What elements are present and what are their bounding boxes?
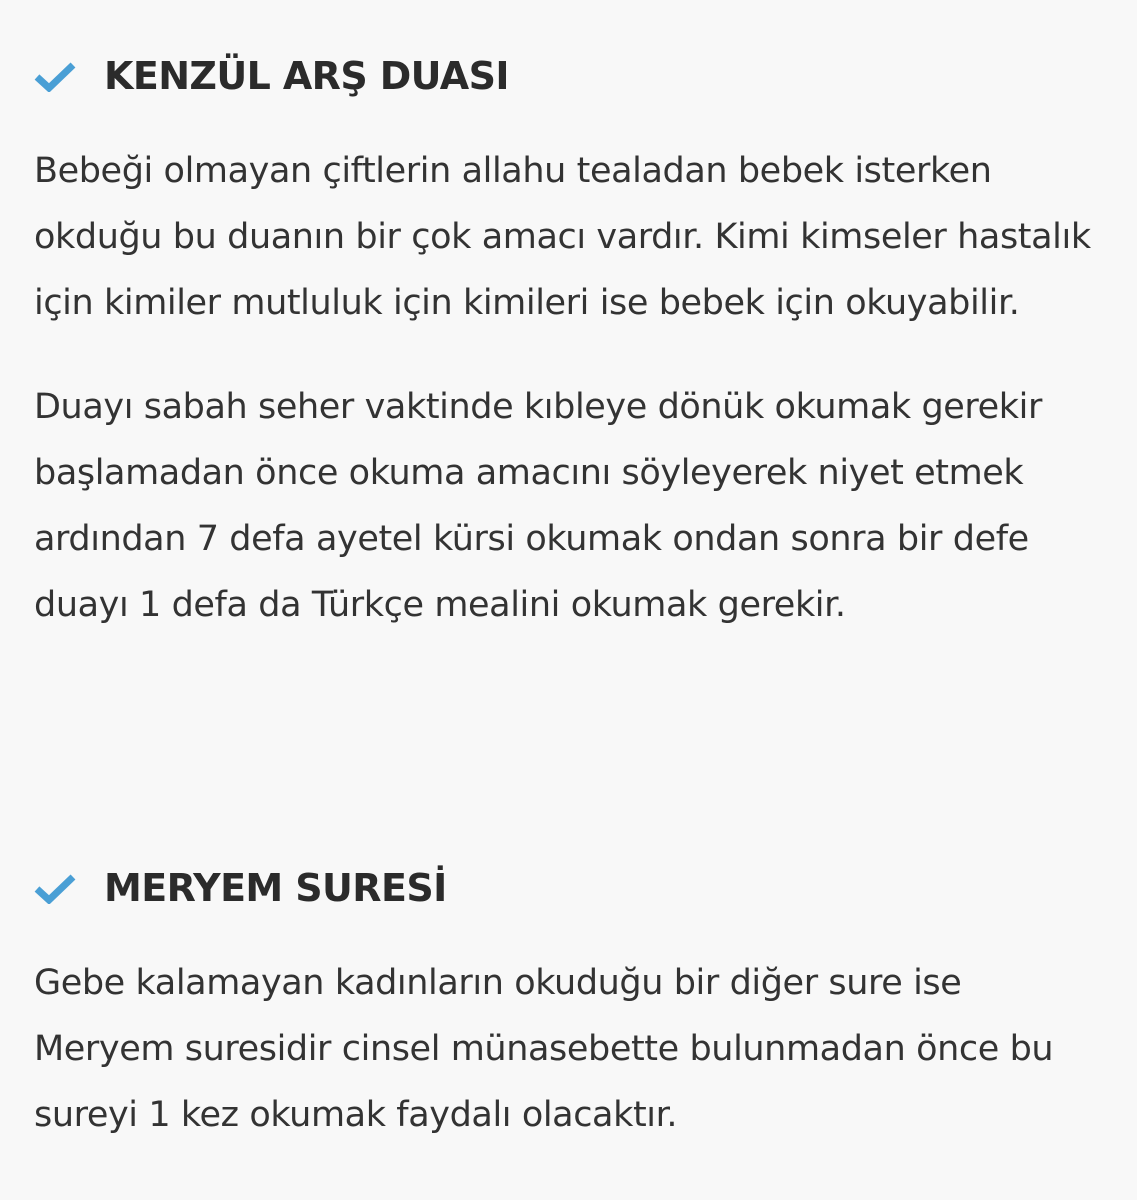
section-title: KENZÜL ARŞ DUASI — [104, 54, 509, 98]
paragraph: Gebe kalamayan kadınların okuduğu bir diğer sure ise Meryem suresidir cinsel münasebette bulunmadan önce bu sureyi 1 kez okumak faydalı olacaktır. — [34, 963, 1054, 1135]
section-title: MERYEM SURESİ — [104, 866, 447, 910]
check-icon — [34, 60, 76, 92]
section-heading — [0, 0, 1137, 124]
section-heading — [0, 812, 1137, 936]
check-icon — [34, 872, 76, 904]
section-meryem-suresi — [0, 812, 1137, 1134]
paragraph: Duayı sabah seher vaktinde kıbleye dönük okumak gerekir başlamadan önce okuma amacını söyleyerek niyet etmek ardından 7 defa ayetel kürsi okumak ondan sonra bir defe duayı 1 defa da Türkçe mealini okumak gerekir. — [34, 387, 1042, 625]
paragraph: Bebeği olmayan çiftlerin allahu tealadan bebek isterken okduğu bu duanın bir çok amacı vardır. Kimi kimseler hastalık için kimiler mutluluk için kimileri ise bebek için okuyabilir. — [34, 151, 1091, 323]
